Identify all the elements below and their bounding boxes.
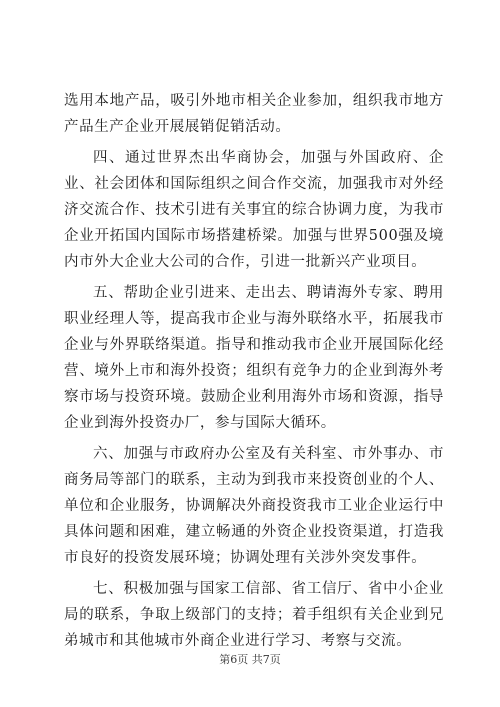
paragraph-continuation: 选用本地产品，吸引外地市相关企业参加，组织我市地方产品生产企业开展展销促销活动。 xyxy=(64,93,444,135)
page-number-footer: 第6页 共7页 xyxy=(219,653,281,666)
paragraph-item-7: 七、积极加强与国家工信部、省工信厅、省中小企业局的联系，争取上级部门的支持；着手组织有关企业到兄弟城市和其他城市外商企业进行学习、考察与交流。 xyxy=(64,581,444,649)
paragraph-item-5: 五、帮助企业引进来、走出去、聘请海外专家、聘用职业经理人等，提高我市企业与海外联络水平，拓展我市企业与外界联络渠道。指导和推动我市企业开展国际化经营、境外上市和海外投资；组织有竞争力的企业到海外考察市场与投资环境。鼓励企业利用海外市场和资源，指导企业到海外投资办厂，参与国际大循环。 xyxy=(64,285,444,431)
paragraph-item-4: 四、通过世界杰出华商协会，加强与外国政府、企业、社会团体和国际组织之间合作交流，加强我市对外经济交流合作、技术引进有关事宜的综合协调力度，为我市企业开拓国内国际市场搭建桥梁。加强与世界500强及境内市外大企业大公司的合作，引进一批新兴产业项目。 xyxy=(64,150,444,270)
paragraph-item-6: 六、加强与市政府办公室及有关科室、市外事办、市商务局等部门的联系，主动为到我市来投资创业的个人、单位和企业服务，协调解决外商投资我市工业企业运行中具体问题和困难，建立畅通的外资企业投资渠道，打造我市良好的投资发展环境；协调处理有关涉外突发事件。 xyxy=(64,446,444,566)
document-body xyxy=(64,88,444,659)
